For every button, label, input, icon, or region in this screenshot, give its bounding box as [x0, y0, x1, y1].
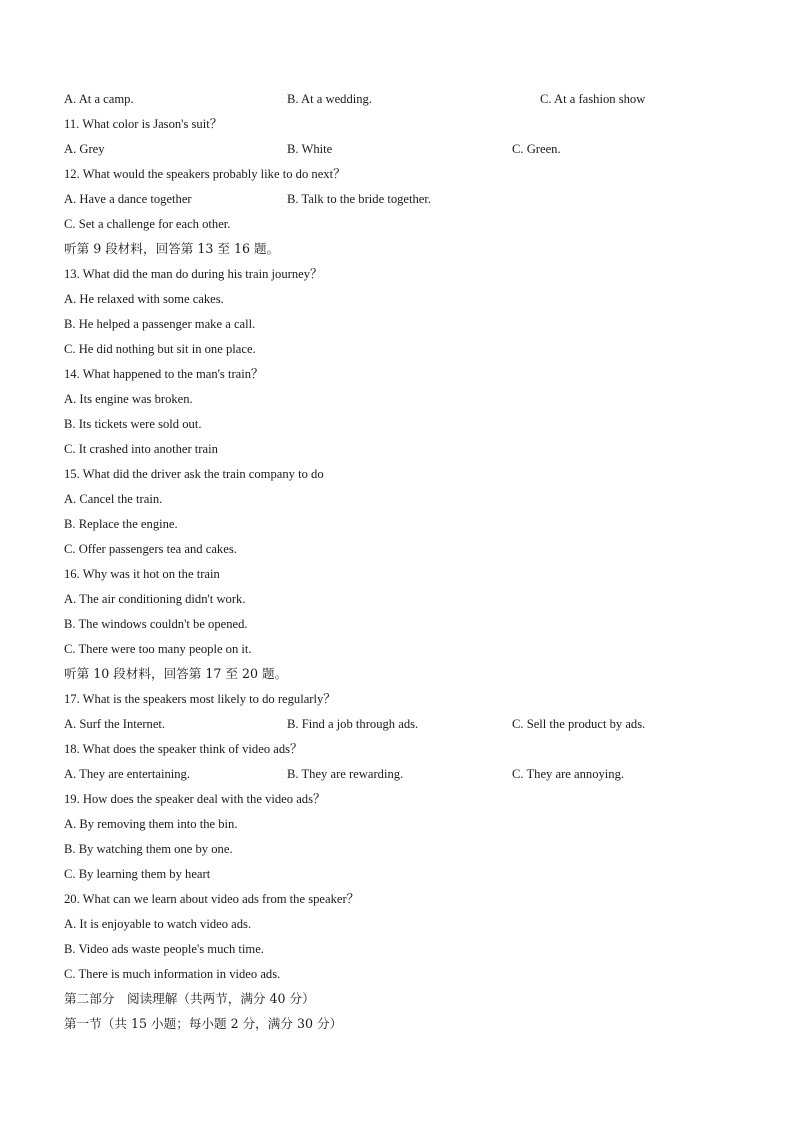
- question-line: B. Video ads waste people's much time.: [64, 942, 264, 956]
- answer-options-row: [64, 189, 744, 209]
- question-line: 16. Why was it hot on the train: [64, 567, 220, 581]
- section-heading: 第一节（共 15 小题；每小题 2 分，满分 30 分）: [64, 1016, 343, 1031]
- question-line: A. By removing them into the bin.: [64, 817, 238, 831]
- question-line: B. He helped a passenger make a call.: [64, 317, 256, 331]
- question-line: B. By watching them one by one.: [64, 842, 233, 856]
- option-b: B. At a wedding.: [287, 92, 373, 106]
- answer-options-row: [64, 139, 744, 159]
- option-c: C. At a fashion show: [540, 92, 646, 106]
- option-a: A. Grey: [64, 142, 105, 156]
- question-line: 19. How does the speaker deal with the video ads？: [64, 792, 326, 806]
- question-line: B. The windows couldn't be opened.: [64, 617, 248, 631]
- question-line: 20. What can we learn about video ads from the speaker？: [64, 892, 360, 906]
- question-line: C. Set a challenge for each other.: [64, 217, 231, 231]
- option-b: B. Talk to the bride together.: [287, 192, 432, 206]
- question-line: C. It crashed into another train: [64, 442, 218, 456]
- option-a: A. Have a dance together: [64, 192, 192, 206]
- question-line: 17. What is the speakers most likely to do regularly？: [64, 692, 336, 706]
- section-heading: 第二部分 阅读理解（共两节，满分 40 分）: [64, 991, 315, 1006]
- question-line: 15. What did the driver ask the train company to do: [64, 467, 324, 481]
- section-heading: 听第 9 段材料，回答第 13 至 16 题。: [64, 241, 280, 256]
- option-c: C. Sell the product by ads.: [512, 717, 646, 731]
- option-b: B. They are rewarding.: [287, 767, 404, 781]
- option-c: C. They are annoying.: [512, 767, 625, 781]
- question-line: C. There is much information in video ads.: [64, 967, 281, 981]
- answer-options-row: [64, 714, 744, 734]
- option-a: A. At a camp.: [64, 92, 134, 106]
- option-b: B. White: [287, 142, 333, 156]
- section-heading: 听第 10 段材料，回答第 17 至 20 题。: [64, 666, 288, 681]
- answer-options-row: [64, 764, 744, 784]
- question-line: 13. What did the man do during his train journey？: [64, 267, 323, 281]
- question-line: C. Offer passengers tea and cakes.: [64, 542, 237, 556]
- answer-options-row: [64, 89, 744, 109]
- option-a: A. Surf the Internet.: [64, 717, 166, 731]
- question-line: A. It is enjoyable to watch video ads.: [64, 917, 252, 931]
- question-line: C. He did nothing but sit in one place.: [64, 342, 256, 356]
- question-line: A. Cancel the train.: [64, 492, 163, 506]
- option-b: B. Find a job through ads.: [287, 717, 419, 731]
- question-line: C. By learning them by heart: [64, 867, 211, 881]
- question-line: 11. What color is Jason's suit？: [64, 117, 223, 131]
- option-a: A. They are entertaining.: [64, 767, 191, 781]
- question-line: C. There were too many people on it.: [64, 642, 252, 656]
- question-line: 12. What would the speakers probably like to do next？: [64, 167, 346, 181]
- question-line: A. The air conditioning didn't work.: [64, 592, 246, 606]
- question-line: B. Replace the engine.: [64, 517, 178, 531]
- question-line: A. Its engine was broken.: [64, 392, 193, 406]
- question-line: A. He relaxed with some cakes.: [64, 292, 224, 306]
- question-line: 18. What does the speaker think of video ads？: [64, 742, 303, 756]
- question-line: 14. What happened to the man's train？: [64, 367, 264, 381]
- question-line: B. Its tickets were sold out.: [64, 417, 202, 431]
- option-c: C. Green.: [512, 142, 561, 156]
